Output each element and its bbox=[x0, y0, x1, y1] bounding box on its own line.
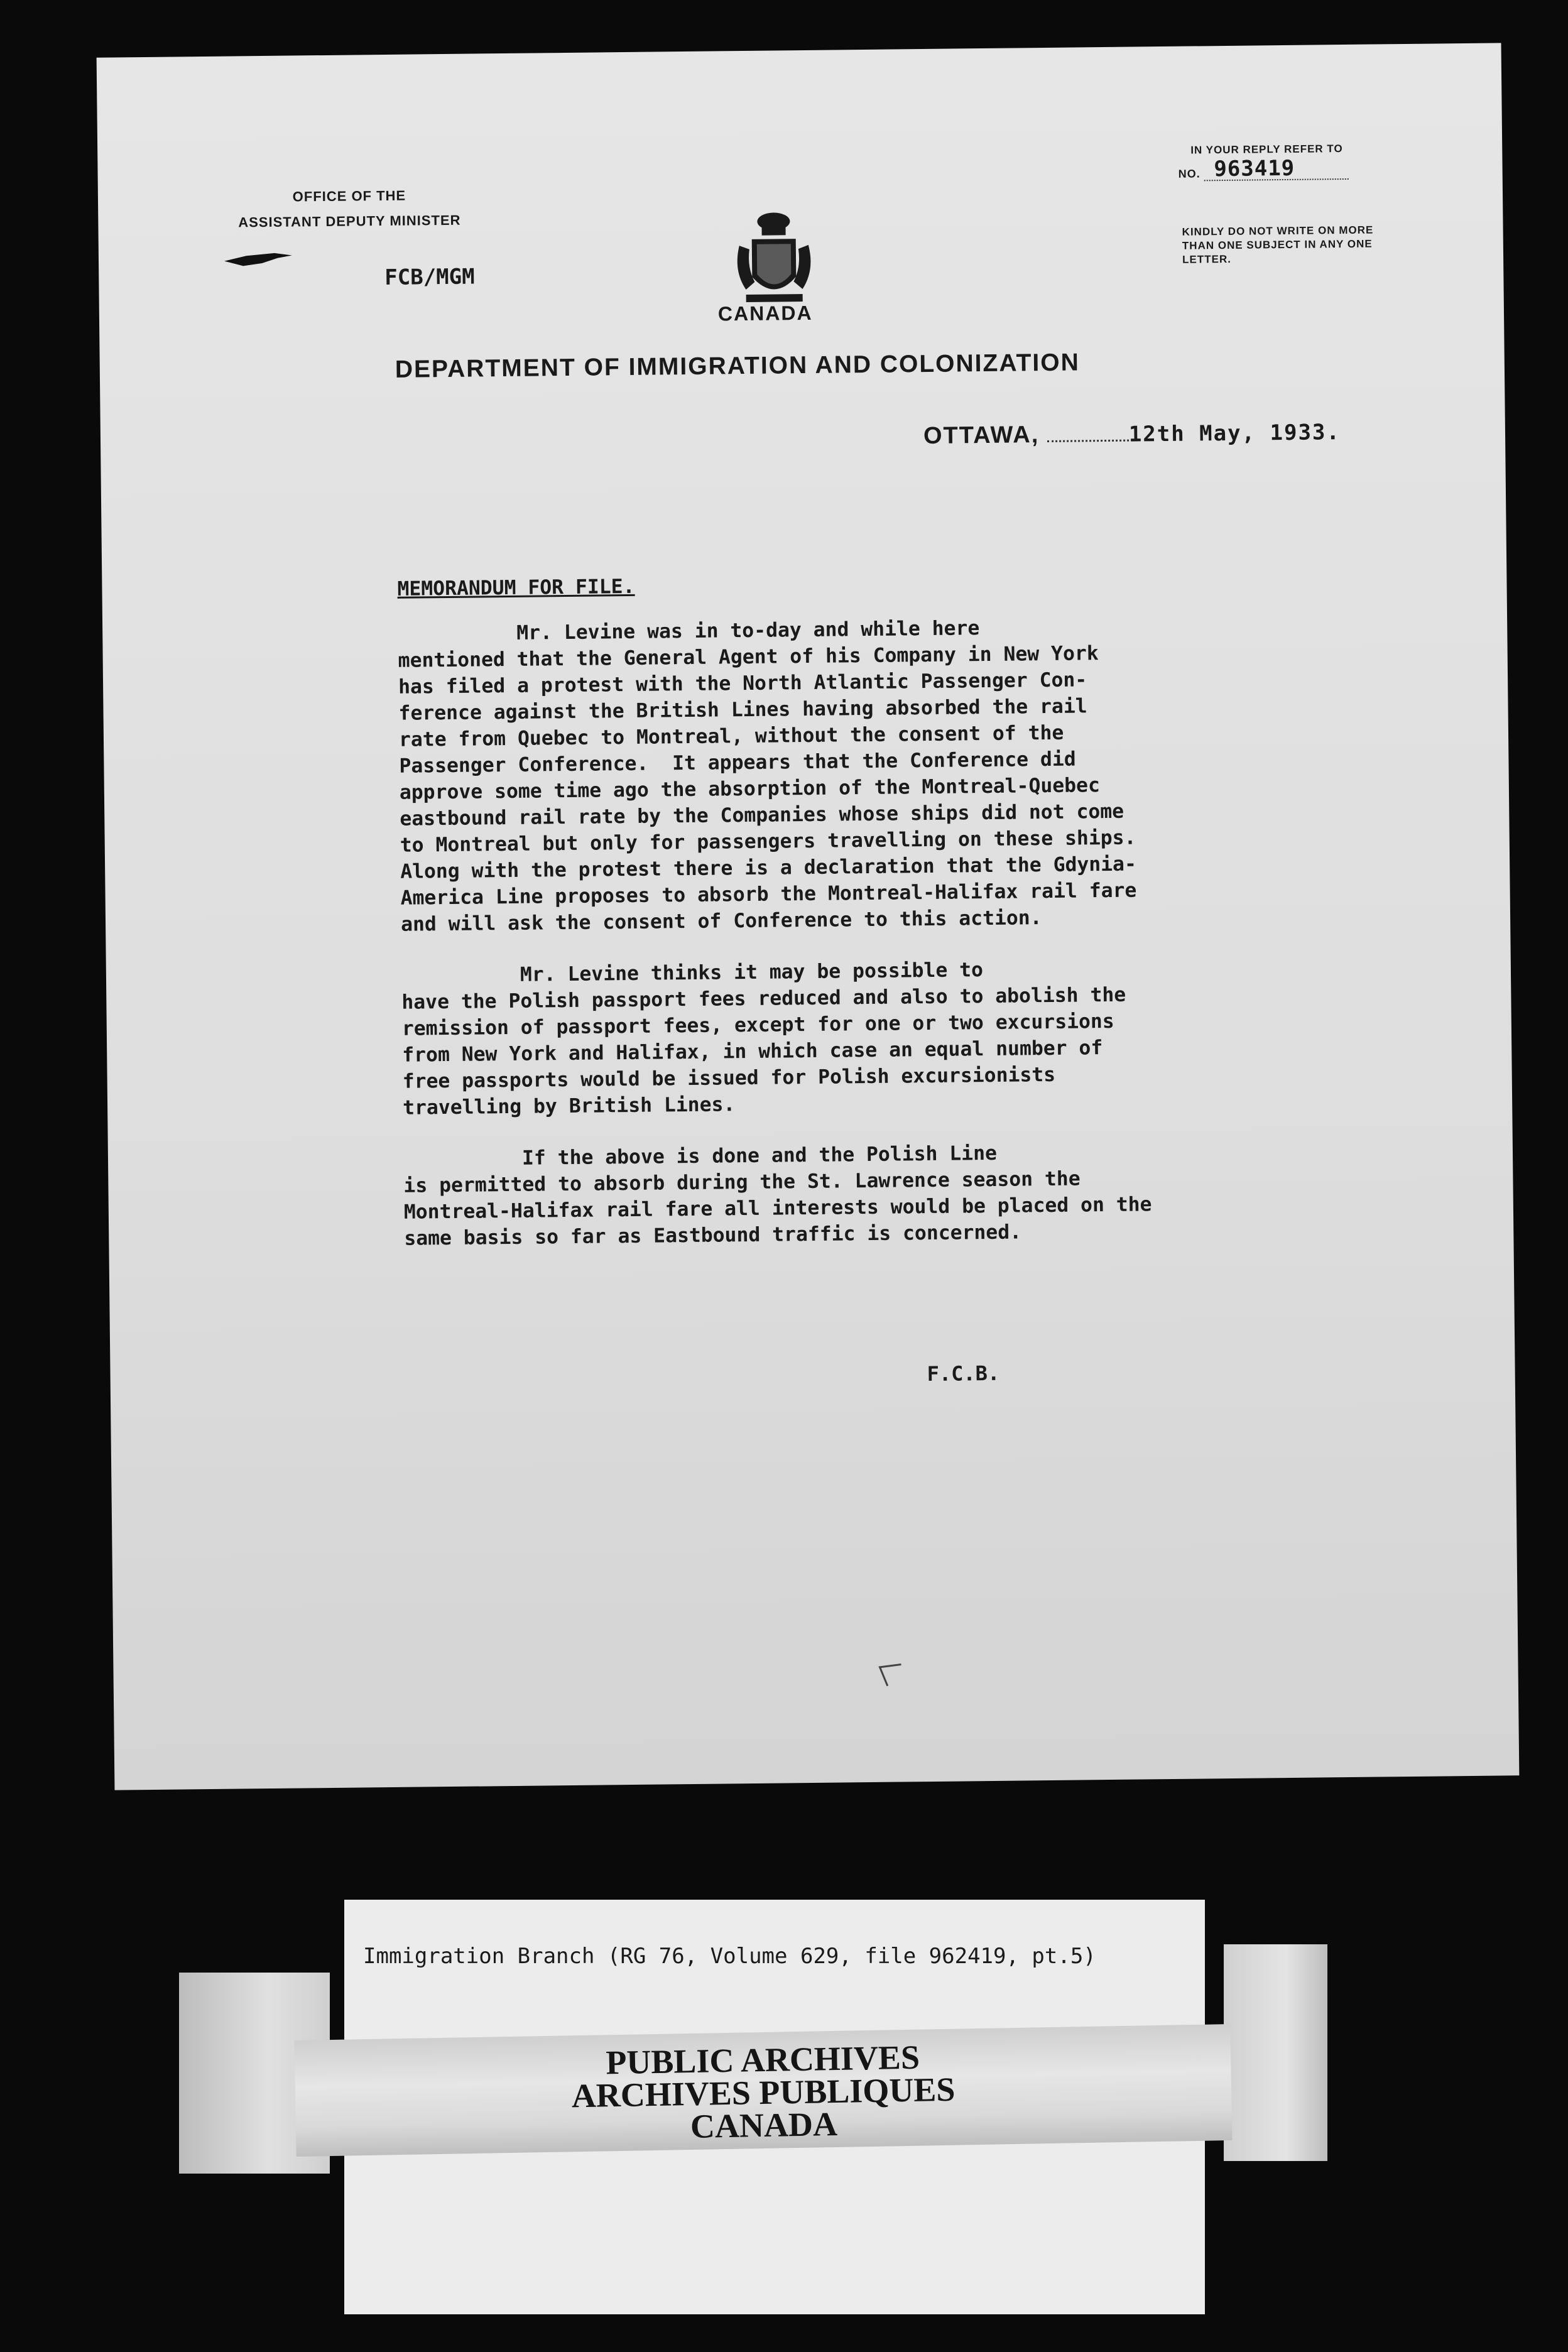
memo-line: Montreal-Halifax rail fare all interests would be placed on the bbox=[403, 1193, 1152, 1224]
memo-line: to Montreal but only for passengers travelling on these ships. bbox=[400, 826, 1136, 857]
memo-paragraph bbox=[401, 952, 1396, 1121]
archive-stamp-band bbox=[294, 2024, 1232, 2157]
office-block bbox=[186, 182, 513, 236]
memo-line: Mr. Levine was in to-day and while here bbox=[398, 617, 980, 646]
letter-date: 12th May, 1933. bbox=[1128, 420, 1341, 447]
memo-line: eastbound rail rate by the Companies whose ships did not come bbox=[400, 800, 1124, 830]
memo-line: travelling by British Lines. bbox=[402, 1093, 736, 1119]
memo-heading: MEMORANDUM FOR FILE. bbox=[397, 575, 635, 601]
memo-paragraph bbox=[403, 1136, 1397, 1252]
memo-line: Passenger Conference. It appears that the Conference did bbox=[399, 748, 1076, 778]
memo-line: from New York and Halifax, in which case an equal number of bbox=[402, 1037, 1103, 1067]
ink-mark-icon bbox=[224, 249, 293, 268]
memo-line: remission of passport fees, except for one or two excursions bbox=[401, 1010, 1114, 1040]
memo-line: rate from Quebec to Montreal, without the consent of the bbox=[398, 721, 1064, 751]
memo-line: If the above is done and the Polish Line bbox=[403, 1141, 998, 1171]
reference-notice: KINDLY DO NOT WRITE ON MORE THAN ONE SUBJECT IN ANY ONE LETTER. bbox=[1182, 224, 1374, 266]
tape-strip-right bbox=[1224, 1944, 1327, 2161]
letter-page bbox=[97, 43, 1520, 1790]
pen-mark-icon bbox=[873, 1660, 905, 1692]
country-label: CANADA bbox=[717, 301, 813, 325]
memo-line: and will ask the consent of Conference to this action. bbox=[400, 906, 1042, 936]
memo-line: has filed a protest with the North Atlantic Passenger Con- bbox=[398, 668, 1087, 699]
memo-line: free passports would be issued for Polish excursionists bbox=[402, 1063, 1056, 1093]
memo-line: mentioned that the General Agent of his Company in New York bbox=[398, 642, 1099, 672]
memo-line: Along with the protest there is a declaration that the Gdynia- bbox=[400, 852, 1137, 883]
memo-line: approve some time ago the absorption of the Montreal-Quebec bbox=[399, 774, 1101, 804]
stamp-line: PUBLIC ARCHIVES bbox=[605, 2038, 920, 2082]
archive-stamp bbox=[295, 2035, 1232, 2150]
archive-reference: Immigration Branch (RG 76, Volume 629, file 962419, pt.5) bbox=[363, 1944, 1096, 1969]
stamp-line: ARCHIVES PUBLIQUES bbox=[571, 2070, 956, 2115]
memo-paragraph bbox=[398, 611, 1393, 938]
memo-line: ference against the British Lines having absorbed the rail bbox=[398, 695, 1087, 725]
dateline bbox=[923, 418, 1341, 450]
memo-line: America Line proposes to absorb the Montreal-Halifax rail fare bbox=[400, 879, 1137, 910]
reference-prompt: IN YOUR REPLY REFER TO bbox=[1190, 143, 1343, 156]
reference-no-label: NO. bbox=[1178, 167, 1200, 180]
memo-line: same basis so far as Eastbound traffic is concerned. bbox=[404, 1221, 1022, 1250]
department-name: DEPARTMENT OF IMMIGRATION AND COLONIZATION bbox=[395, 349, 1080, 383]
memo-body bbox=[397, 565, 1397, 1277]
file-initials: FCB/MGM bbox=[384, 264, 475, 290]
city-label: OTTAWA, bbox=[923, 422, 1040, 450]
reference-number: 963419 bbox=[1214, 155, 1295, 182]
reference-block bbox=[1178, 141, 1398, 182]
signature-initials: F.C.B. bbox=[927, 1361, 1000, 1386]
office-line: OFFICE OF THE bbox=[292, 187, 406, 205]
memo-line: Mr. Levine thinks it may be possible to bbox=[401, 959, 984, 988]
office-line: ASSISTANT DEPUTY MINISTER bbox=[238, 212, 461, 231]
memo-line: have the Polish passport fees reduced and also to abolish the bbox=[401, 983, 1126, 1014]
stamp-line: CANADA bbox=[690, 2104, 838, 2146]
memo-line: is permitted to absorb during the St. Lawrence season the bbox=[403, 1167, 1081, 1197]
